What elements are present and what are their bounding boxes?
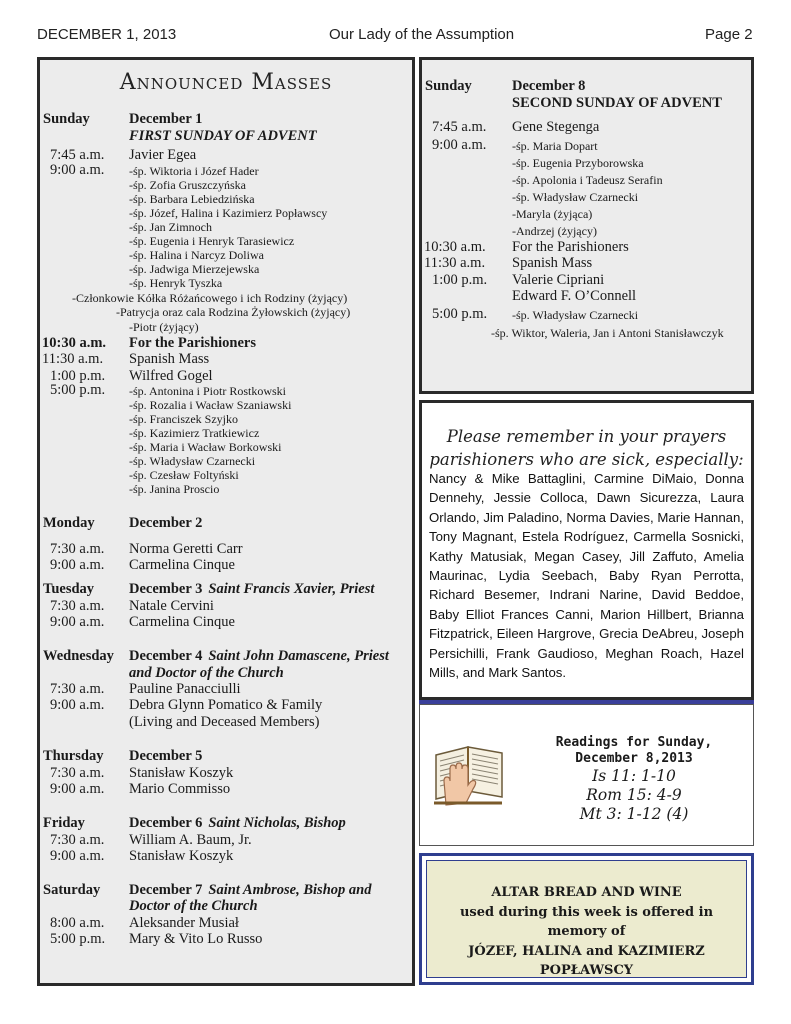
- altar-bread-panel: [419, 853, 754, 985]
- intention-text: -śp. Władysław Czarnecki: [512, 308, 639, 322]
- altar-bread-inner: [426, 860, 747, 978]
- mass-time: 9:00 a.m.: [50, 697, 105, 713]
- mass-entry: (Living and Deceased Members): [129, 714, 320, 730]
- intention-text: -śp. Janina Proscio: [129, 482, 220, 496]
- day-name: Monday: [43, 515, 95, 531]
- december-8-panel: [419, 57, 754, 394]
- mass-time: 9:00 a.m.: [432, 137, 487, 153]
- mass-time: 7:45 a.m.: [432, 119, 487, 135]
- mass-entry: December 5: [129, 748, 203, 764]
- mass-time: 5:00 p.m.: [50, 931, 106, 947]
- mass-entry: Spanish Mass: [129, 351, 210, 367]
- mass-entry: Debra Glynn Pomatico & Family: [129, 697, 323, 713]
- mass-time: 1:00 p.m.: [432, 272, 488, 288]
- mass-time: 9:00 a.m.: [50, 162, 105, 178]
- mass-time: 5:00 p.m.: [50, 382, 106, 398]
- mass-entry: December 8: [512, 78, 586, 94]
- mass-entry: Carmelina Cinque: [129, 557, 235, 573]
- mass-time: 7:45 a.m.: [50, 147, 105, 163]
- mass-entry: Doctor of the Church: [129, 898, 258, 914]
- intention-text: -śp. Halina i Narcyz Doliwa: [129, 248, 264, 262]
- mass-entry: Carmelina Cinque: [129, 614, 235, 630]
- prayer-list-title: [422, 425, 751, 471]
- mass-time: 7:30 a.m.: [50, 832, 105, 848]
- mass-entry: Mario Commisso: [129, 781, 231, 797]
- mass-time: 10:30 a.m.: [42, 335, 107, 351]
- altar-bread-line-2: used during this week is offered in: [459, 904, 714, 920]
- mass-entry: Stanisław Koszyk: [129, 765, 234, 781]
- mass-entry: Wilfred Gogel: [129, 368, 213, 384]
- altar-bread-text: [427, 883, 746, 981]
- mass-entry: Pauline Panacciulli: [129, 681, 241, 697]
- readings-verses: [520, 767, 748, 824]
- intention-text: -śp. Eugenia i Henryk Tarasiewicz: [129, 234, 295, 248]
- feast-name: Saint Ambrose, Bishop and: [208, 882, 372, 898]
- day-name: Sunday: [425, 78, 472, 94]
- feast-name: Saint Nicholas, Bishop: [208, 815, 346, 831]
- mass-entry: Spanish Mass: [512, 255, 593, 271]
- mass-entry: Javier Egea: [129, 147, 197, 163]
- prayer-title-line-2: parishioners who are sick, especially:: [429, 450, 744, 469]
- mass-entry: Valerie Cipriani: [512, 272, 605, 288]
- intention-text: -śp. Czesław Foltyński: [129, 468, 239, 482]
- announced-masses-title: Announced Masses: [119, 70, 333, 95]
- intention-text: -Piotr (żyjący): [129, 320, 199, 334]
- mass-time: 8:00 a.m.: [50, 915, 105, 931]
- day-name: Saturday: [43, 882, 101, 898]
- intention-text: -śp. Wiktoria i Józef Hader: [129, 164, 259, 178]
- mass-entry: Norma Geretti Carr: [129, 541, 243, 557]
- mass-entry: For the Parishioners: [512, 239, 629, 255]
- mass-time: 7:30 a.m.: [50, 765, 105, 781]
- altar-bread-line-5: POPŁAWSCY: [539, 963, 634, 978]
- altar-bread-line-1: ALTAR BREAD AND WINE: [491, 885, 682, 900]
- mass-entry: Edward F. O’Connell: [512, 288, 637, 304]
- reading-verse-3: Mt 3: 1-12 (4): [579, 805, 689, 823]
- intention-text: -śp. Maria i Wacław Borkowski: [129, 440, 282, 454]
- readings-title: [520, 735, 748, 767]
- prayer-list-panel: [419, 400, 754, 700]
- prayer-names: Nancy & Mike Battaglini, Carmine DiMaio, Donna Dennehy, Jessie Colloca, Dawn Sicurezza, Laura Orlando, Jim Paladino, Norma Davies, Marie Hannan, Tony Magnant, Estela Rodríguez, Carmella Sosnicki, Kathy Matusiak, Megan Casey, Jill Zaffuto, Amelia Maurinac, Lydia Seebach, Baby Ryan Perrotta, Richard Besemer, Indrani Narine, David Beddoe, Baby Elliot Frances Canni, Marion Hillbert, Brianna Fitzpatrick, Eileen Hargrove, Grecia DeAbreu, Joseph Persichilli, Frank Gaudioso, Meghan Roach, Hazel Mills, and Mark Santos.: [429, 471, 744, 681]
- mass-time: 7:30 a.m.: [50, 541, 105, 557]
- mass-entry: Aleksander Musiał: [129, 915, 239, 931]
- mass-entry: and Doctor of the Church: [129, 665, 284, 681]
- mass-time: 7:30 a.m.: [50, 681, 105, 697]
- intention-text: -Członkowie Kółka Różańcowego i ich Rodziny (żyjący): [72, 291, 348, 305]
- readings-title-line-1: Readings for Sunday,: [555, 735, 713, 750]
- mass-entry: December 2: [129, 515, 203, 531]
- mass-entry: December 7 Saint Ambrose, Bishop and: [129, 882, 372, 898]
- intention-text: -śp. Zofia Gruszczyńska: [129, 178, 246, 192]
- mass-time: 7:30 a.m.: [50, 598, 105, 614]
- mass-entry: December 6 Saint Nicholas, Bishop: [129, 815, 346, 831]
- header-parish-name: Our Lady of the Assumption: [329, 26, 515, 43]
- intention-text: -śp. Jadwiga Mierzejewska: [129, 262, 260, 276]
- intention-text: -śp. Józef, Halina i Kazimierz Popławscy: [129, 206, 328, 220]
- intention-text: -śp. Rozalia i Wacław Szaniawski: [129, 398, 292, 412]
- mass-time: 11:30 a.m.: [424, 255, 486, 271]
- mass-entry: Natale Cervini: [129, 598, 214, 614]
- mass-time: 9:00 a.m.: [50, 781, 105, 797]
- intention-text: -Patrycja oraz cala Rodzina Żyłowskich (żyjący): [116, 305, 351, 319]
- mass-entry: December 1: [129, 111, 203, 127]
- intention-text: -śp. Apolonia i Tadeusz Serafin: [512, 173, 663, 187]
- mass-time: 1:00 p.m.: [50, 368, 106, 384]
- mass-entry: Gene Stegenga: [512, 119, 600, 135]
- intention-text: -śp. Wiktor, Waleria, Jan i Antoni Stanisławczyk: [491, 326, 724, 340]
- intention-text: -śp. Jan Zimnoch: [129, 220, 212, 234]
- mass-entry: William A. Baum, Jr.: [129, 832, 252, 848]
- day-name: Wednesday: [43, 648, 114, 664]
- mass-entry: December 3 Saint Francis Xavier, Priest: [129, 581, 375, 597]
- mass-time: 10:30 a.m.: [424, 239, 486, 255]
- day-name: Sunday: [43, 111, 90, 127]
- intention-text: -śp. Barbara Lebiedzińska: [129, 192, 255, 206]
- mass-entry: Stanisław Koszyk: [129, 848, 234, 864]
- day-name: Tuesday: [43, 581, 95, 597]
- mass-entry: December 4 Saint John Damascene, Priest: [129, 648, 389, 664]
- readings-title-line-2: December 8,2013: [575, 751, 693, 766]
- intention-text: -Maryla (żyjąca): [512, 207, 593, 221]
- day-name: Friday: [43, 815, 85, 831]
- reading-verse-2: Rom 15: 4-9: [586, 786, 682, 804]
- mass-time: 9:00 a.m.: [50, 848, 105, 864]
- intention-text: -śp. Henryk Tyszka: [129, 276, 223, 290]
- mass-time: 11:30 a.m.: [42, 351, 104, 367]
- mass-entry: Mary & Vito Lo Russo: [129, 931, 263, 947]
- mass-entry: For the Parishioners: [129, 335, 256, 351]
- intention-text: -śp. Władysław Czarnecki: [129, 454, 256, 468]
- intention-text: -śp. Franciszek Szyjko: [129, 412, 238, 426]
- feast-name: Saint John Damascene, Priest: [208, 648, 389, 664]
- altar-bread-line-4: JÓZEF, HALINA and KAZIMIERZ: [468, 943, 705, 959]
- mass-entry: FIRST SUNDAY OF ADVENT: [129, 128, 317, 144]
- mass-time: 9:00 a.m.: [50, 557, 105, 573]
- announced-masses-panel: [37, 57, 415, 986]
- intention-text: -śp. Kazimierz Tratkiewicz: [129, 426, 260, 440]
- reading-verse-1: Is 11: 1-10: [592, 767, 676, 785]
- intention-text: -śp. Władysław Czarnecki: [512, 190, 639, 204]
- bible-hand-icon: [432, 735, 506, 807]
- intention-text: -śp. Antonina i Piotr Rostkowski: [129, 384, 287, 398]
- header-page-number: Page 2: [705, 26, 753, 43]
- readings-panel: [419, 704, 754, 846]
- intention-text: -Andrzej (żyjący): [512, 224, 597, 238]
- altar-bread-line-3: memory of: [547, 924, 626, 939]
- mass-entry: SECOND SUNDAY OF ADVENT: [512, 95, 722, 111]
- prayer-title-line-1: Please remember in your prayers: [446, 427, 727, 446]
- intention-text: -śp. Maria Dopart: [512, 139, 598, 153]
- feast-name: Saint Francis Xavier, Priest: [208, 581, 375, 597]
- mass-time: 5:00 p.m.: [432, 306, 488, 322]
- day-name: Thursday: [43, 748, 104, 764]
- mass-time: 9:00 a.m.: [50, 614, 105, 630]
- header-date: DECEMBER 1, 2013: [37, 26, 177, 43]
- intention-text: -śp. Eugenia Przyborowska: [512, 156, 644, 170]
